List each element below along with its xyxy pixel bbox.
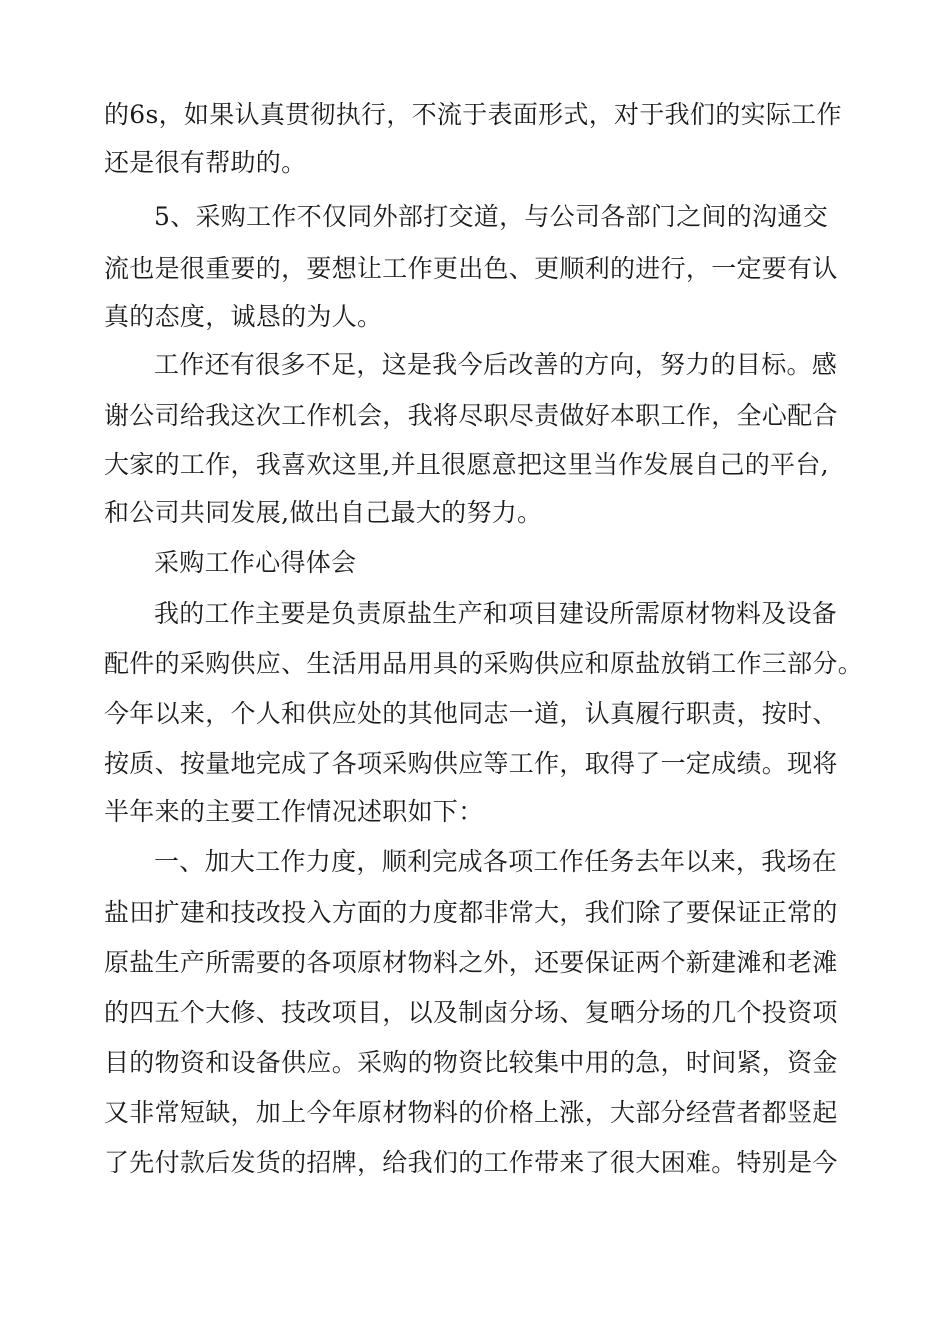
text-line: 谢公司给我这次工作机会，我将尽职尽责做好本职工作，全心配合 — [104, 401, 838, 430]
text-line: 的6s，如果认真贯彻执行，不流于表面形式，对于我们的实际工作 — [104, 100, 842, 129]
section-heading: 采购工作心得体会 — [154, 548, 357, 577]
text-line: 的四五个大修、技改项目，以及制卤分场、复晒分场的几个投资项 — [104, 998, 838, 1027]
text-line: 真的态度，诚恳的为人。 — [104, 302, 383, 331]
text-line: 我的工作主要是负责原盐生产和项目建设所需原材物料及设备 — [154, 599, 838, 628]
text-line: 按质、按量地完成了各项采购供应等工作，取得了一定成绩。现将 — [104, 749, 838, 778]
text-line: 大家的工作，我喜欢这里,并且很愿意把这里当作发展自己的平台, — [104, 450, 829, 479]
text-line: 了先付款后发货的招牌，给我们的工作带来了很大困难。特别是今 — [104, 1148, 838, 1177]
text-line: 今年以来，个人和供应处的其他同志一道，认真履行职责，按时、 — [104, 699, 838, 728]
text-line: 目的物资和设备供应。采购的物资比较集中用的急，时间紧，资金 — [104, 1048, 838, 1077]
text-line: 配件的采购供应、生活用品用具的采购供应和原盐放销工作三部分。 — [104, 649, 864, 678]
text-line: 原盐生产所需要的各项原材物料之外，还要保证两个新建滩和老滩 — [104, 948, 838, 977]
text-line: 工作还有很多不足，这是我今后改善的方向，努力的目标。感 — [154, 350, 838, 379]
text-line: 又非常短缺，加上今年原材物料的价格上涨，大部分经营者都竖起 — [104, 1098, 838, 1127]
text-line: 流也是很重要的，要想让工作更出色、更顺利的进行，一定要有认 — [104, 254, 838, 283]
text-line: 一、加大工作力度，顺利完成各项工作任务去年以来，我场在 — [154, 847, 838, 876]
text-line: 5、采购工作不仅同外部打交道，与公司各部门之间的沟通交 — [154, 202, 829, 231]
text-line: 还是很有帮助的。 — [104, 148, 307, 177]
text-line: 半年来的主要工作情况述职如下： — [104, 797, 484, 826]
text-line: 盐田扩建和技改投入方面的力度都非常大，我们除了要保证正常的 — [104, 898, 838, 927]
text-line: 和公司共同发展,做出自己最大的努力。 — [104, 498, 543, 527]
